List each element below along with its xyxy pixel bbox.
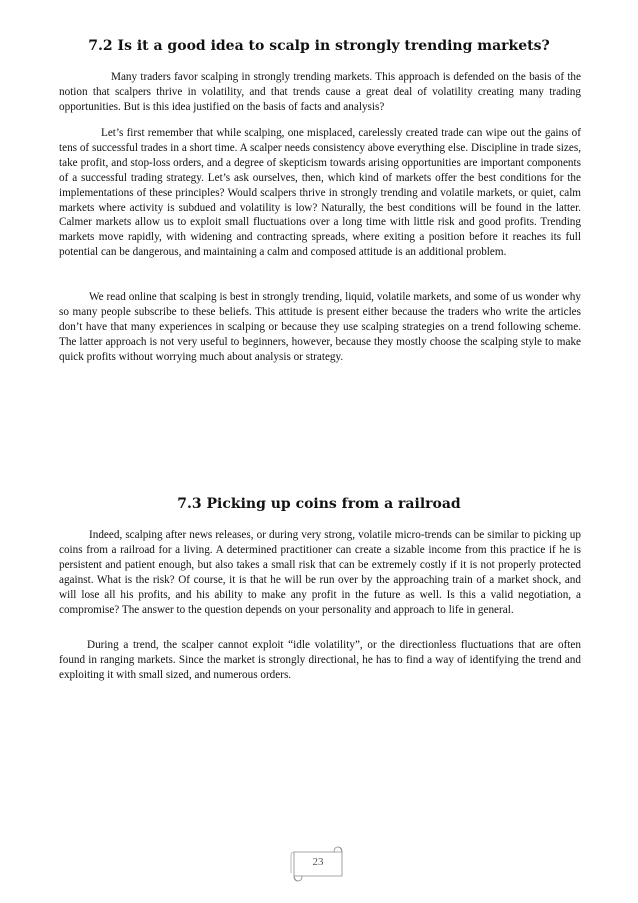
paragraph-1-text: Many traders favor scalping in strongly trending markets. This approach is defended on the basis of the notion that scalpers thrive in volatility, and that trends cause a great deal of volatility creating many trading opportunities. But is this idea justified on the basis of facts and analysis?: [59, 71, 581, 113]
paragraph-2: [59, 126, 581, 260]
section-heading-7-3: 7.3 Picking up coins from a railroad: [177, 496, 461, 512]
page-number-scroll: [286, 844, 350, 884]
paragraph-5-text: During a trend, the scalper cannot exploit “idle volatility”, or the directionless fluctuations that are often found in ranging markets. Since the market is strongly directional, he has to find a way of identifying the trend and exploiting it with small sized, and numerous orders.: [59, 639, 581, 681]
paragraph-4-text: Indeed, scalping after news releases, or during very strong, volatile micro-trends can be similar to picking up coins from a railroad for a living. A determined practitioner can create a sizable income from this practice if he is persistent and patient enough, but also takes a small risk that can be extremely costly if it is not properly protected against. What is the risk? Of course, it is that he will be run over by the approaching train of a market shock, and will lose all his profits, and his ability to make any profit in the future as well. Is this a valid negotiation, a compromise? The answer to the question depends on your personality and approach to life in general.: [59, 529, 581, 616]
paragraph-3-text: We read online that scalping is best in strongly trending, liquid, volatile markets, and some of us wonder why so many people subscribe to these beliefs. This attitude is present either because the traders who write the articles don’t have that many experiences in scalping or because they use scalping strategies on a trend following scheme. The latter approach is not very useful to beginners, however, because they mostly choose the scalping style to make quick profits without worrying much about analysis or strategy.: [59, 291, 581, 363]
paragraph-3: [59, 290, 581, 365]
paragraph-2-text: Let’s first remember that while scalping, one misplaced, carelessly created trade can wipe out the gains of tens of successful trades in a short time. A scalper needs consistency above everything else. Discipline in trade sizes, take profit, and stop-loss orders, and a degree of skepticism towards arising opportunities are important components of a successful trading strategy. Let’s ask ourselves, then, which kind of markets offer the best conditions for the implementations of these principles? Would scalpers thrive in strongly trending and volatile markets, or quiet, calm markets where activity is subdued and volatility is low? Naturally, the best conditions will be found in the latter. Calmer markets allow us to exploit small fluctuations over a long time with little risk and good profits. Trending markets move rapidly, with widening and contracting spreads, where exiting a position before it reaches its full potential can be dangerous, and maintaining a calm and composed attitude is an additional problem.: [59, 127, 581, 259]
paragraph-4: [59, 528, 581, 617]
paragraph-5: [59, 638, 581, 683]
section-heading-7-2: 7.2 Is it a good idea to scalp in strongly trending markets?: [88, 38, 550, 54]
paragraph-1: [59, 70, 581, 115]
page-number: 23: [312, 856, 324, 868]
